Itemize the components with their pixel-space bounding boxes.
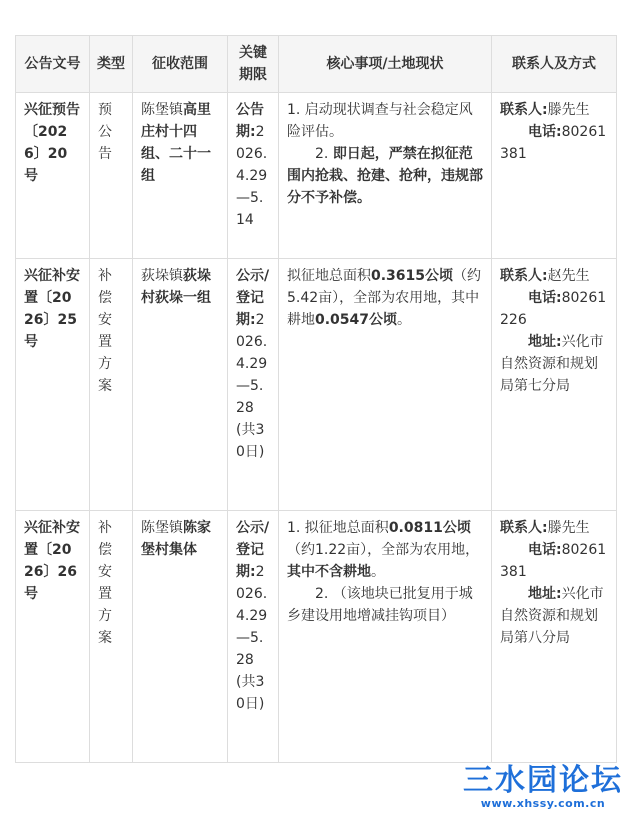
col-header-contact: 联系人及方式	[492, 36, 617, 93]
scope-village: 高里庄村十四组、二十一组	[141, 102, 211, 184]
core-cell	[279, 93, 492, 259]
type-cell: 补偿安置方案	[90, 259, 133, 511]
land-acquisition-table	[15, 35, 617, 763]
contact-cell	[492, 511, 617, 763]
site-watermark	[462, 765, 624, 813]
doc-no-cell: 兴征补安置〔2026〕25号	[16, 259, 90, 511]
watermark-url: www.xhssy.com.cn	[480, 797, 606, 810]
doc-no-cell: 兴征补安置〔2026〕26号	[16, 511, 90, 763]
deadline-cell	[228, 93, 279, 259]
col-header-type: 类型	[90, 36, 133, 93]
phone-label: 电话:	[528, 124, 562, 140]
col-header-deadline: 关键期限	[228, 36, 279, 93]
core-item-2: 2. （该地块已批复用于城乡建设用地增减挂钩项目）	[287, 586, 473, 624]
watermark-logo-text: 三水园论坛	[463, 763, 623, 798]
deadline-value: 2026.4.29—5.14	[236, 124, 268, 228]
table-row	[16, 259, 617, 511]
total-area: 0.0811公顷	[388, 520, 471, 536]
farmland-area: 0.0547公顷	[315, 312, 398, 328]
deadline-cell	[228, 511, 279, 763]
type-cell: 补偿安置方案	[90, 511, 133, 763]
core-item-1: 1. 拟征地总面积0.0811公顷（约1.22亩），全部为农用地，其中不含耕地。	[287, 520, 480, 580]
contact-label: 联系人:	[500, 520, 548, 536]
contact-name: 滕先生	[547, 520, 590, 536]
contact-name: 赵先生	[547, 268, 590, 284]
address-label: 地址:	[528, 334, 562, 350]
contact-label: 联系人:	[500, 102, 548, 118]
farmland-note: 其中不含耕地	[287, 564, 371, 580]
core-item-1: 1. 启动现状调查与社会稳定风险评估。	[287, 102, 473, 140]
scope-cell	[133, 511, 228, 763]
type-cell: 预公告	[90, 93, 133, 259]
deadline-label: 公告期:	[236, 102, 264, 140]
contact-label: 联系人:	[500, 268, 548, 284]
address-text: 兴化市自然资源和规划局第七分局	[500, 334, 604, 394]
table-header-row	[16, 36, 617, 93]
address-label: 地址:	[528, 586, 562, 602]
col-header-doc-no: 公告文号	[16, 36, 90, 93]
core-cell	[279, 259, 492, 511]
scope-cell	[133, 259, 228, 511]
core-item-2: 2. 即日起，严禁在拟征范围内抢栽、抢建、抢种，违规部分不予补偿。	[287, 146, 483, 206]
phone-label: 电话:	[528, 542, 562, 558]
table-row	[16, 511, 617, 763]
scope-town: 陈堡镇	[141, 520, 183, 536]
table-row	[16, 93, 617, 259]
scope-village: 荻垛村荻垛一组	[141, 268, 211, 306]
scope-village: 陈家堡村集体	[141, 520, 211, 558]
phone-number: 80261381	[500, 542, 607, 580]
core-warning: 即日起，严禁在拟征范围内抢栽、抢建、抢种，违规部分不予补偿。	[287, 146, 483, 206]
col-header-scope: 征收范围	[133, 36, 228, 93]
phone-label: 电话:	[528, 290, 562, 306]
core-cell	[279, 511, 492, 763]
scope-cell	[133, 93, 228, 259]
deadline-value: 2026.4.29—5.28(共30日)	[236, 312, 268, 460]
total-area: 0.3615公顷	[371, 268, 454, 284]
doc-no-cell: 兴征预告〔2026〕20号	[16, 93, 90, 259]
phone-number: 80261226	[500, 290, 607, 328]
scope-town: 荻垛镇	[141, 268, 183, 284]
core-item-1: 拟征地总面积0.3615公顷（约5.42亩），全部为农用地，其中耕地0.0547公顷。	[287, 268, 482, 328]
contact-name: 滕先生	[547, 102, 590, 118]
phone-number: 80261381	[500, 124, 607, 162]
contact-cell	[492, 259, 617, 511]
deadline-value: 2026.4.29—5.28(共30日)	[236, 564, 268, 712]
contact-cell	[492, 93, 617, 259]
scope-town: 陈堡镇	[141, 102, 183, 118]
deadline-cell	[228, 259, 279, 511]
deadline-label: 公示/登记期:	[236, 520, 270, 580]
col-header-core: 核心事项/土地现状	[279, 36, 492, 93]
address-text: 兴化市自然资源和规划局第八分局	[500, 586, 604, 646]
deadline-label: 公示/登记期:	[236, 268, 270, 328]
